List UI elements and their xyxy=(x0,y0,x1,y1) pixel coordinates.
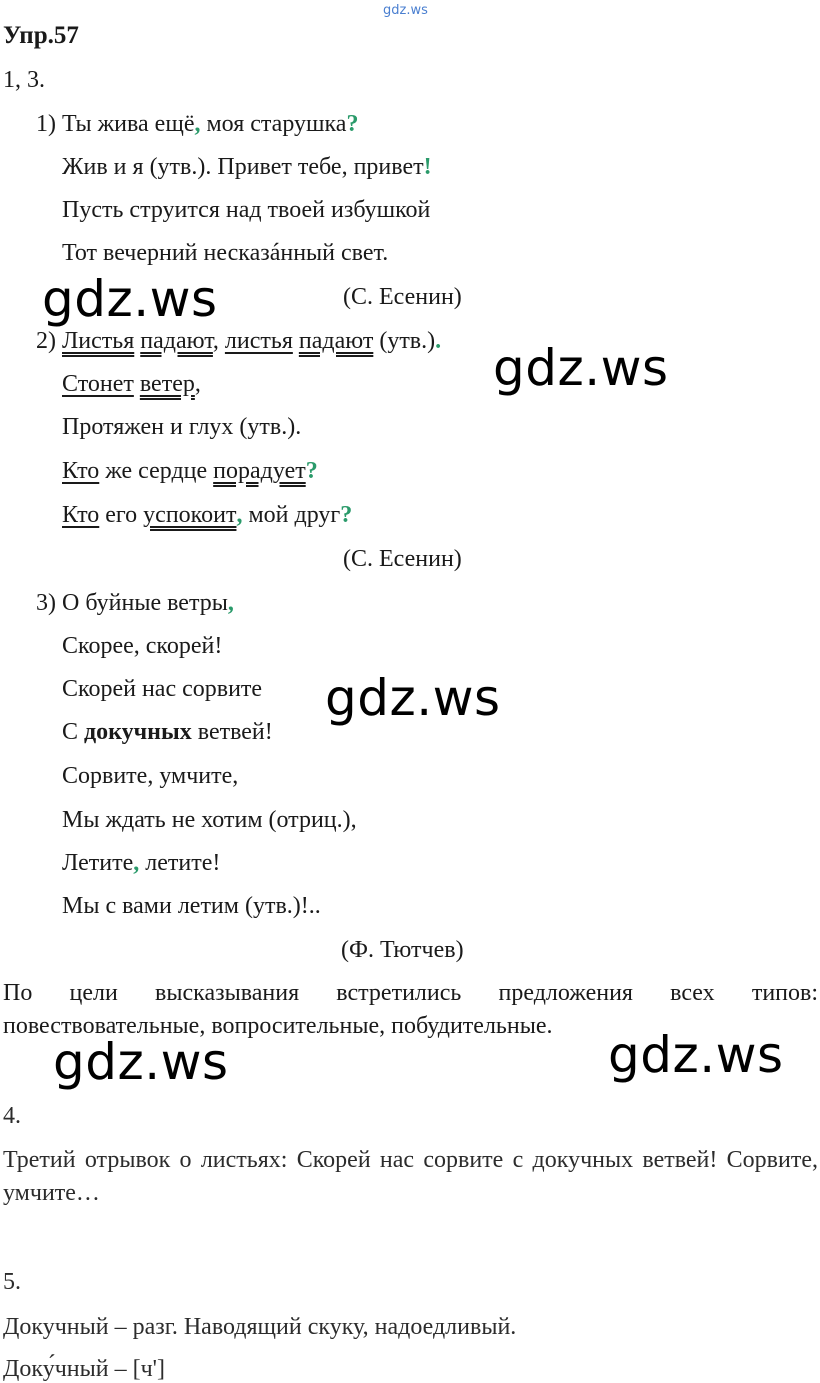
answer-4-text: Третий отрывок о листьях: Скорей нас сорвите с докучных ветвей! Сорвите, умчите… xyxy=(3,1147,818,1206)
watermark: gdz.ws xyxy=(493,339,669,397)
poem2-line3: Протяжен и глух (утв.). xyxy=(62,414,302,440)
poem2-line4 xyxy=(62,457,318,485)
answer-5-line1: Докучный – разг. Наводящий скуку, надоедливый. xyxy=(3,1314,517,1340)
answer-5-line2: Доку́чный – [ч'] xyxy=(3,1356,165,1382)
green-question-mark: ? xyxy=(346,111,359,137)
poem1-author: (С. Есенин) xyxy=(343,284,462,310)
green-comma: , xyxy=(194,111,201,137)
poem3-line4 xyxy=(62,718,273,746)
section-label-4: 4. xyxy=(3,1103,21,1129)
green-exclamation-mark: ! xyxy=(423,154,432,180)
predicate-underlined: ветер xyxy=(139,371,195,397)
poem1-line1-text-a: Ты жива ещё xyxy=(62,111,195,137)
poem1-line4: Тот вечерний несказáнный свет. xyxy=(62,240,389,266)
poem2-line4-text: же сердце xyxy=(99,458,214,484)
poem1-line2 xyxy=(62,153,432,181)
poem3-line5: Сорвите, умчите, xyxy=(62,763,239,789)
comma: , xyxy=(194,371,201,397)
poem3-line7 xyxy=(62,849,220,877)
section-label-5: 5. xyxy=(3,1269,21,1295)
poem3-author: (Ф. Тютчев) xyxy=(341,937,464,963)
subject-underlined: Листья xyxy=(62,328,135,354)
poem3-line8: Мы с вами летим (утв.)!.. xyxy=(62,893,321,919)
poem2-line5-text: его xyxy=(99,502,144,528)
green-question-mark: ? xyxy=(305,458,318,484)
green-comma: , xyxy=(236,502,243,528)
poem3-line1-text: О буйные ветры xyxy=(62,590,228,616)
watermark: gdz.ws xyxy=(53,1033,229,1091)
poem2-line2 xyxy=(62,370,201,398)
watermark: gdz.ws xyxy=(325,669,501,727)
subject-underlined: Кто xyxy=(62,502,100,528)
poem2-line1 xyxy=(36,327,441,355)
poem2-line5 xyxy=(62,501,352,529)
summary-text: По цели высказывания встретились предложения всех типов: повествовательные, вопросительные, побудительные. xyxy=(3,980,818,1039)
poem3-line7-text-a: Летите xyxy=(62,850,134,876)
poem1-line1 xyxy=(36,110,358,138)
poem2-line5-tail: мой друг xyxy=(242,502,341,528)
poem3-line2: Скорее, скорей! xyxy=(62,633,223,659)
poem1-number: 1) xyxy=(36,111,56,137)
poem3-line4-text-c: ветвей! xyxy=(191,719,273,745)
comma: , xyxy=(212,328,219,354)
watermark: gdz.ws xyxy=(42,270,218,328)
poem2-line1-tail: (утв.) xyxy=(373,328,436,354)
watermark: gdz.ws xyxy=(608,1026,784,1084)
poem3-line7-text-b: летите! xyxy=(139,850,221,876)
predicate-underlined: падают xyxy=(140,328,213,354)
exercise-title: Упр.57 xyxy=(3,22,79,49)
section-label-1-3: 1, 3. xyxy=(3,67,45,93)
predicate-underlined: успокоит xyxy=(143,502,237,528)
poem3-line3: Скорей нас сорвите xyxy=(62,676,263,702)
green-comma: , xyxy=(133,850,140,876)
poem2-author: (С. Есенин) xyxy=(343,546,462,572)
predicate-underlined: порадует xyxy=(213,458,306,484)
subject-underlined: Кто xyxy=(62,458,100,484)
poem3-line1 xyxy=(36,589,234,617)
poem1-line1-text-b: моя старушка xyxy=(200,111,347,137)
subject-underlined: Стонет xyxy=(62,371,134,397)
predicate-underlined: падают xyxy=(298,328,374,354)
poem3-line4-text-a: С xyxy=(62,719,85,745)
poem1-line2-text: Жив и я (утв.). Привет тебе, привет xyxy=(62,154,424,180)
bold-word: докучных xyxy=(84,719,192,745)
answer-4-paragraph xyxy=(3,1144,818,1210)
poem1-line3: Пусть струится над твоей избушкой xyxy=(62,197,431,223)
green-comma: , xyxy=(227,590,234,616)
poem2-number: 2) xyxy=(36,328,56,354)
poem3-number: 3) xyxy=(36,590,56,616)
green-question-mark: ? xyxy=(340,502,353,528)
green-period: . xyxy=(435,328,442,354)
poem3-line6: Мы ждать не хотим (отриц.), xyxy=(62,807,357,833)
watermark-top: gdz.ws xyxy=(383,3,428,18)
subject-underlined: листья xyxy=(224,328,293,354)
